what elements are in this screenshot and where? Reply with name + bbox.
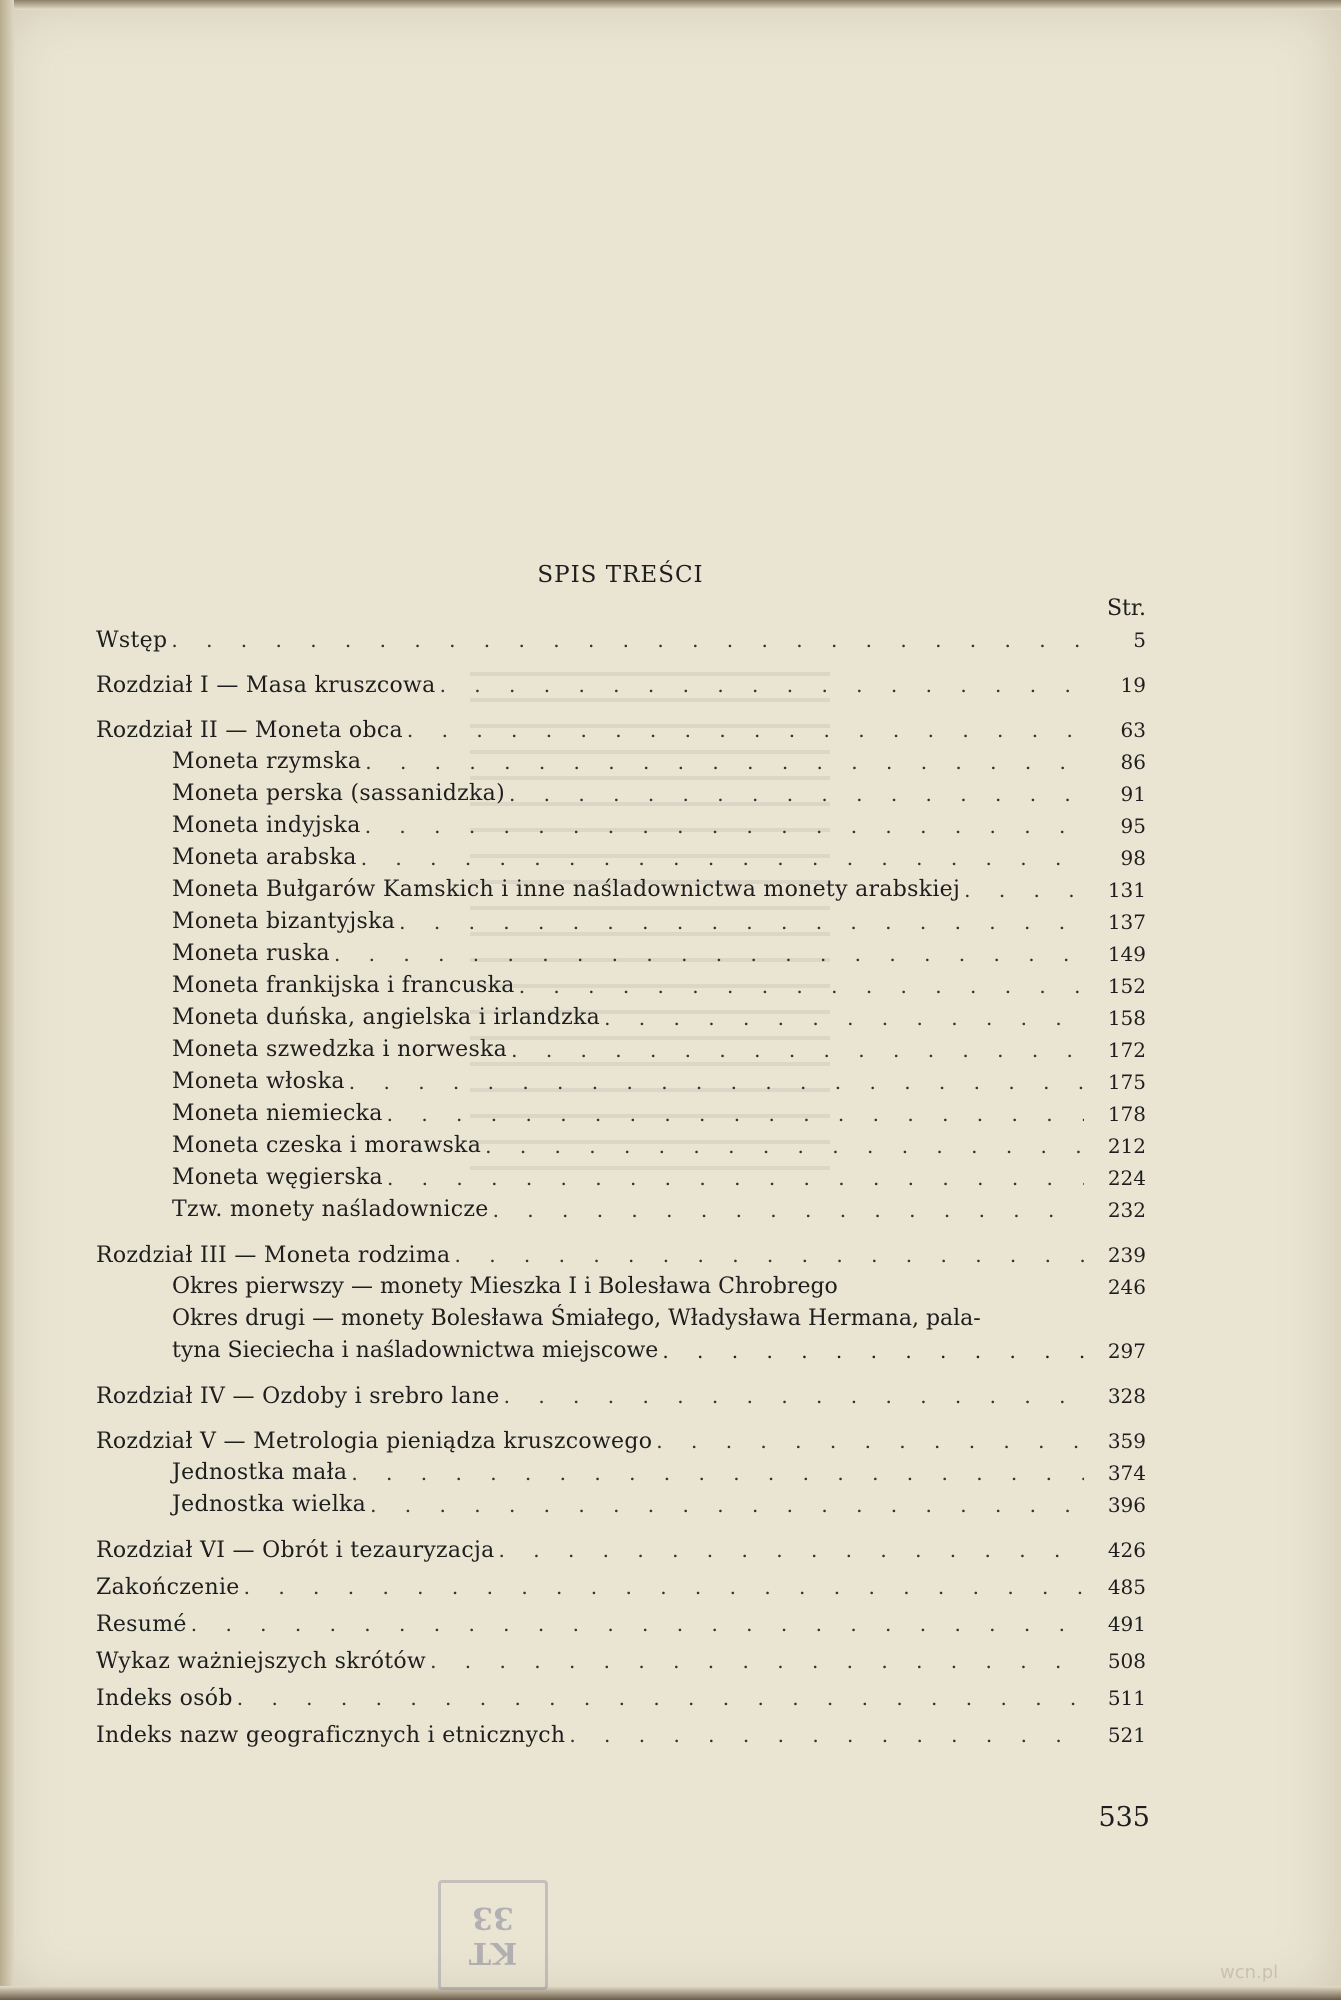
page-left-edge xyxy=(0,0,14,2000)
leader-dots xyxy=(493,1194,1084,1226)
toc-entry-page: 374 xyxy=(1107,1461,1146,1485)
toc-entry-label: Moneta niemiecka xyxy=(172,1101,383,1126)
toc-entry-label: Rozdział V — Metrologia pieniądza kruszcowego xyxy=(96,1429,653,1454)
leader-dots xyxy=(604,1002,1084,1034)
toc-entry-page: 426 xyxy=(1107,1538,1146,1562)
toc-entry-label: Indeks nazw geograficznych i etnicznych xyxy=(96,1723,566,1748)
leader-dots xyxy=(171,625,1084,656)
toc-entry-page: 246 xyxy=(1107,1275,1146,1299)
library-stamp xyxy=(438,1880,548,1990)
toc-entry-page: 491 xyxy=(1107,1612,1146,1636)
toc-entry-page: 95 xyxy=(1120,814,1146,838)
toc-entry-page: 359 xyxy=(1107,1429,1146,1453)
toc-entry-page: 232 xyxy=(1107,1198,1146,1222)
table-of-contents xyxy=(96,625,1146,1751)
leader-dots xyxy=(509,778,1084,810)
toc-entry-label: Jednostka wielka xyxy=(172,1492,367,1517)
toc-entry-label: Moneta bizantyjska xyxy=(172,909,396,934)
toc-subentry[interactable] xyxy=(96,1002,1146,1034)
toc-subentry-okres-pierwszy[interactable] xyxy=(96,1271,1146,1303)
toc-entry-page: 63 xyxy=(1120,718,1146,742)
toc-entry-page: 152 xyxy=(1107,974,1146,998)
toc-entry-label: Jednostka mała xyxy=(172,1460,348,1485)
page-top-edge xyxy=(0,0,1341,10)
toc-subentry[interactable] xyxy=(96,1489,1146,1521)
leader-dots xyxy=(499,1535,1084,1566)
toc-subentry[interactable] xyxy=(96,938,1146,970)
leader-dots xyxy=(237,1683,1084,1714)
library-stamp-line: KT xyxy=(468,1935,518,1970)
toc-entry-wykaz-skrotow[interactable] xyxy=(96,1646,1146,1677)
toc-entry-chapter-5[interactable] xyxy=(96,1426,1146,1457)
toc-entry-page: 149 xyxy=(1107,942,1146,966)
toc-entry-page: 212 xyxy=(1107,1134,1146,1158)
leader-dots xyxy=(656,1426,1084,1457)
leader-dots xyxy=(511,1034,1084,1066)
toc-entry-page: 511 xyxy=(1107,1686,1146,1710)
leader-dots xyxy=(485,1130,1084,1162)
library-stamp-line: 33 xyxy=(472,1900,514,1935)
toc-entry-label: Wstęp xyxy=(96,628,168,653)
toc-entry-page: 158 xyxy=(1107,1006,1146,1030)
leader-dots xyxy=(399,906,1084,938)
toc-subentry[interactable] xyxy=(96,874,1146,906)
toc-entry-label-line2: tyna Sieciecha i naśladownictwa miejscowe xyxy=(172,1338,659,1363)
toc-entry-chapter-4[interactable] xyxy=(96,1381,1146,1412)
toc-entry-page: 131 xyxy=(1107,878,1146,902)
toc-subentry[interactable] xyxy=(96,1098,1146,1130)
toc-entry-page: 5 xyxy=(1133,628,1146,652)
leader-dots xyxy=(964,874,1084,906)
toc-entry-chapter-6[interactable] xyxy=(96,1535,1146,1566)
toc-entry-wstep[interactable] xyxy=(96,625,1146,656)
toc-entry-page: 91 xyxy=(1120,782,1146,806)
toc-entry-label: Moneta szwedzka i norweska xyxy=(172,1037,508,1062)
page-bottom-edge xyxy=(0,1986,1341,2000)
toc-subentry[interactable] xyxy=(96,810,1146,842)
toc-entry-page: 297 xyxy=(1107,1339,1146,1363)
leader-dots xyxy=(387,1162,1084,1194)
toc-entry-label: Rozdział I — Masa kruszcowa xyxy=(96,673,436,698)
toc-entry-indeks-osob[interactable] xyxy=(96,1683,1146,1714)
leader-dots xyxy=(430,1646,1084,1677)
toc-entry-page: 178 xyxy=(1107,1102,1146,1126)
leader-dots xyxy=(440,670,1084,701)
toc-entry-label: Resumé xyxy=(96,1612,187,1637)
leader-dots xyxy=(349,1066,1084,1098)
toc-entry-resume[interactable] xyxy=(96,1609,1146,1640)
leader-dots xyxy=(519,970,1084,1002)
toc-subentry[interactable] xyxy=(96,842,1146,874)
toc-entry-label: Wykaz ważniejszych skrótów xyxy=(96,1649,427,1674)
toc-entry-page: 508 xyxy=(1107,1649,1146,1673)
watermark: wcn.pl xyxy=(1220,1962,1279,1983)
toc-entry-page: 485 xyxy=(1107,1575,1146,1599)
toc-entry-label-line1: Okres drugi — monety Bolesława Śmiałego, Władysława Hermana, pala- xyxy=(172,1306,981,1331)
toc-entry-chapter-3[interactable] xyxy=(96,1240,1146,1271)
toc-subentry[interactable] xyxy=(96,746,1146,778)
toc-entry-zakonczenie[interactable] xyxy=(96,1572,1146,1603)
toc-entry-indeks-nazw[interactable] xyxy=(96,1720,1146,1751)
leader-dots xyxy=(244,1572,1084,1603)
toc-entry-page: 175 xyxy=(1107,1070,1146,1094)
toc-entry-page: 98 xyxy=(1120,846,1146,870)
toc-entry-label: Moneta czeska i morawska xyxy=(172,1133,482,1158)
toc-subentry[interactable] xyxy=(96,1162,1146,1194)
leader-dots xyxy=(191,1609,1084,1640)
toc-entry-label: Rozdział VI — Obrót i tezauryzacja xyxy=(96,1538,495,1563)
leader-dots xyxy=(365,810,1084,842)
toc-entry-label: Rozdział II — Moneta obca xyxy=(96,718,403,743)
page-column-header: Str. xyxy=(1106,596,1146,621)
toc-entry-label: Tzw. monety naśladownicze xyxy=(172,1197,489,1222)
toc-subentry[interactable] xyxy=(96,778,1146,810)
toc-entry-label: Moneta perska (sassanidzka) xyxy=(172,781,505,806)
toc-entry-label: Moneta ruska xyxy=(172,941,330,966)
toc-entry-label: Moneta indyjska xyxy=(172,813,361,838)
toc-entry-page: 328 xyxy=(1107,1384,1146,1408)
toc-entry-page: 521 xyxy=(1107,1723,1146,1747)
leader-dots xyxy=(662,1335,1084,1367)
leader-dots xyxy=(351,1457,1084,1489)
toc-entry-label: Rozdział III — Moneta rodzima xyxy=(96,1243,451,1268)
toc-entry-page: 86 xyxy=(1120,750,1146,774)
toc-entry-chapter-1[interactable] xyxy=(96,670,1146,701)
leader-dots xyxy=(361,842,1084,874)
toc-entry-label: Zakończenie xyxy=(96,1575,240,1600)
toc-entry-label: Moneta rzymska xyxy=(172,749,362,774)
toc-entry-label: Indeks osób xyxy=(96,1686,233,1711)
toc-subentry[interactable] xyxy=(96,1457,1146,1489)
leader-dots xyxy=(387,1098,1084,1130)
leader-dots xyxy=(334,938,1084,970)
toc-subentry[interactable] xyxy=(96,970,1146,1002)
toc-subentry[interactable] xyxy=(96,1130,1146,1162)
toc-entry-page: 19 xyxy=(1120,673,1146,697)
toc-entry-label: Moneta Bułgarów Kamskich i inne naśladownictwa monety arabskiej xyxy=(172,877,961,902)
toc-entry-label: Moneta duńska, angielska i irlandzka xyxy=(172,1005,601,1030)
leader-dots xyxy=(370,1489,1084,1521)
toc-subentry[interactable] xyxy=(96,1194,1146,1226)
toc-entry-label: Moneta frankijska i francuska xyxy=(172,973,515,998)
toc-subentry[interactable] xyxy=(96,1066,1146,1098)
leader-dots xyxy=(569,1720,1084,1751)
leader-dots xyxy=(504,1381,1084,1412)
toc-entry-label: Okres pierwszy — monety Mieszka I i Bolesława Chrobrego xyxy=(172,1274,838,1299)
toc-subentry[interactable] xyxy=(96,1034,1146,1066)
toc-entry-page: 172 xyxy=(1107,1038,1146,1062)
toc-entry-page: 396 xyxy=(1107,1493,1146,1517)
toc-entry-page: 137 xyxy=(1107,910,1146,934)
toc-entry-label: Moneta arabska xyxy=(172,845,357,870)
page-number: 535 xyxy=(1098,1802,1150,1833)
leader-dots xyxy=(407,715,1084,746)
page-title: SPIS TREŚCI xyxy=(537,562,704,588)
leader-dots xyxy=(454,1240,1084,1271)
toc-entry-chapter-2[interactable] xyxy=(96,715,1146,746)
toc-entry-label: Moneta węgierska xyxy=(172,1165,383,1190)
toc-subentry-okres-drugi[interactable] xyxy=(96,1303,1146,1367)
leader-dots xyxy=(365,746,1084,778)
toc-entry-label: Moneta włoska xyxy=(172,1069,345,1094)
toc-entry-label: Rozdział IV — Ozdoby i srebro lane xyxy=(96,1384,500,1409)
toc-entry-page: 239 xyxy=(1107,1243,1146,1267)
toc-entry-page: 224 xyxy=(1107,1166,1146,1190)
toc-subentry[interactable] xyxy=(96,906,1146,938)
